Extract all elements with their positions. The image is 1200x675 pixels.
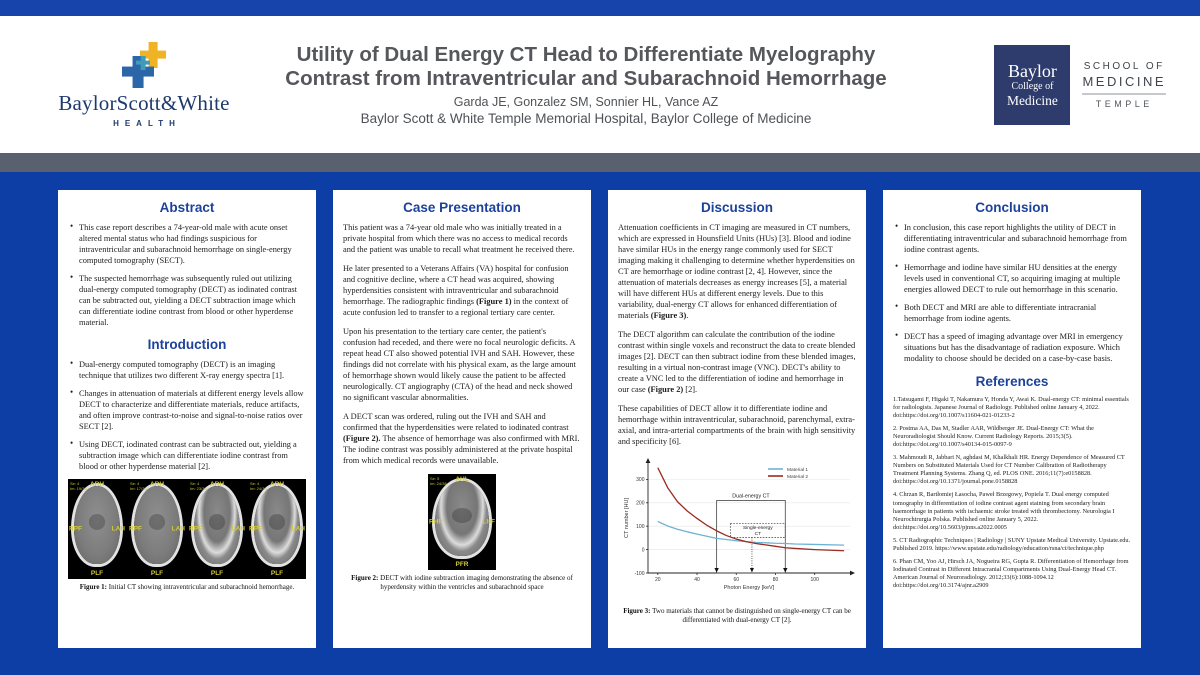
ct-series-label: Se: 4 Im: 24/33 [250, 481, 267, 491]
introduction-heading: Introduction [147, 337, 227, 352]
bullet-item: • The suspected hemorrhage was subsequently ruled out utilizing dual-energy computed tomography (DECT) as iodinated contrast can be subtracted out, yielding a DECT subtraction image which can differentiate iodine contrast from blood or other hyperdense material. [68, 273, 306, 328]
som-line2: MEDICINE [1082, 73, 1166, 89]
title-block [254, 43, 918, 126]
som-divider [1082, 93, 1166, 95]
svg-text:0: 0 [641, 547, 645, 554]
som-line1: SCHOOL OF [1083, 60, 1165, 72]
figure1-ct-strip [68, 479, 306, 579]
ct-orientation-label: PLF [210, 570, 224, 577]
bcm-logo-line3: Medicine [1006, 92, 1058, 108]
bcm-logo-line2: College of [1011, 81, 1054, 93]
poster-body [0, 172, 1200, 675]
ct-orientation-label: RHP [429, 518, 443, 526]
reference-item: 4. Chrzan R, Bartłomiej Łasocha, Paweł Brzegowy, Popiela T. Dual energy computed tomography in differentiation of iodine contrast agent staining from secondary brain haemorrhage in patients with ischaemic stroke treated with thrombectomy. Neurologia I Neurochirurgia Polska. Published online January 5, 2022. doi:https://doi.org/10.5603/pjnns.a2022.0005 [893, 491, 1115, 531]
bullet-item: • DECT has a speed of imaging advantage over MRI in emergency situations but has the disadvantage of radiation exposure. Which modality to choose should be decided on a case-by-case basis. [893, 331, 1131, 364]
figure2-ct-wrap [343, 474, 581, 570]
bullet-item: • Using DECT, iodinated contrast can be subtracted out, yielding a subtraction image which can differentiate iodine contrast from blood or other hyperdense material [2]. [68, 439, 306, 472]
bsw-wordmark: BaylorScott&White [58, 90, 230, 115]
poster-title-line1: Utility of Dual Energy CT Head to Differentiate Myelography [296, 42, 876, 66]
ct-orientation-label: PLF [270, 570, 284, 577]
card-conclusion-references [883, 190, 1141, 648]
ct-orientation-label: ARH [89, 481, 105, 488]
reference-item: 1.Tatsugami F, Higaki T, Nakamura Y, Honda Y, Awai K. Dual-energy CT: minimal essentials for radiologists. Japanese Journal of Radiology. Published online January 4, 2022. doi:https://doi.org/10.1007/s11604-021-01233-2 [893, 396, 1129, 420]
bsw-cross-icon [118, 42, 170, 88]
right-logos [918, 45, 1166, 125]
paragraph: Attenuation coefficients in CT imaging are measured in CT numbers, which are expressed in Hounsfield Units (HUs) [3]. Blood and iodine have similar HUs in the energy range commonly used for SECT imaging making it challenging to determine whether hyperdensities on CT are hemorrhage or iodine contrast [2, 4]. However, since the attenuation of materials decreases as energy increases [5], a material will have different HUs at different energy levels. Due to this variability, dual-energy CT allows for enhanced differentiation of materials (Figure 3). [618, 223, 855, 320]
svg-text:-100: -100 [634, 570, 645, 577]
ct-orientation-label: ARH [149, 481, 165, 488]
svg-text:100: 100 [810, 577, 819, 583]
svg-text:20: 20 [655, 577, 661, 583]
svg-text:40: 40 [694, 577, 700, 583]
ct-slice-4 [248, 479, 306, 579]
ct-series-label: Se: 4 Im: 17/33 [130, 481, 147, 491]
ct-orientation-label: LAH [231, 525, 245, 533]
paragraph: This patient was a 74-year old male who was initially treated in a private hospital from which there was no access to medical records and the patient was unable to recall what treatment he received there. [343, 223, 575, 254]
bsw-teal-cross-icon [136, 56, 150, 70]
paragraph: Upon his presentation to the tertiary care center, the patient's confusion had receded, and there were no focal neurologic deficits. A repeat head CT also showed potential IVH and SAH. However, these findings did not correlate with his physical exam, as the large amount of hemorrhage shown would likely cause the patient to be affected neurologically. CT angiography (CTA) of the head and neck showed no significant vascular abnormalities. [343, 327, 576, 402]
conclusion-heading: Conclusion [975, 200, 1049, 215]
figure2-caption: Figure 2: DECT with iodine subtraction imaging demonstrating the absence of hyperdensity within the ventricles and subarachnoid space [351, 574, 573, 591]
card-discussion [608, 190, 866, 648]
bsw-health-logo [34, 42, 254, 128]
svg-text:Single-energy: Single-energy [743, 525, 773, 531]
ct-slice-2 [128, 479, 186, 579]
svg-text:Material 2: Material 2 [787, 474, 809, 480]
svg-text:Material 1: Material 1 [787, 467, 809, 473]
abstract-heading: Abstract [159, 200, 215, 215]
bsw-health-subline: HEALTH [113, 118, 181, 128]
ct-series-label: Se: 4 Im: 23/33 [190, 481, 207, 491]
som-line3: TEMPLE [1095, 98, 1153, 109]
paragraph: These capabilities of DECT allow it to differentiate iodine and hemorrhage within intraventricular, subarachnoid, parenchymal, extra-axial, and intra-arterial compartments of the brain with high sensitivity and specificity [6]. [618, 404, 856, 446]
svg-text:Dual-energy CT: Dual-energy CT [732, 493, 770, 500]
ct-orientation-label: RPF [189, 525, 202, 533]
slate-divider-bar [0, 153, 1200, 172]
card-case-presentation [333, 190, 591, 648]
ct-orientation-label: AHL [455, 476, 469, 483]
school-of-medicine-logo [1082, 61, 1166, 109]
affiliation-line: Baylor Scott & White Temple Memorial Hospital, Baylor College of Medicine [360, 111, 812, 127]
bcm-logo [994, 45, 1070, 125]
ct-orientation-label: LHF [482, 518, 495, 526]
paragraph: The DECT algorithm can calculate the contribution of the iodine contrast within single voxels and reconstruct the data to create blended images [2]. DECT can then subtract iodine from these blended images, resulting in a virtual non-contrast image (VNC). DECT's ability to create a VNC led to the differentiation of iodine and hemorrhage in our case (Figure 2) [2]. [618, 330, 856, 394]
poster-title-line2: Contrast from Intraventricular and Subarachnoid Hemorrhage [285, 67, 887, 90]
ct-orientation-label: RPF [69, 525, 82, 533]
ct-orientation-label: ARH [209, 481, 225, 488]
svg-text:CT number [HU]: CT number [HU] [624, 498, 630, 538]
ct-orientation-label: LAH [171, 525, 185, 533]
ct-slice-1 [68, 479, 126, 579]
paragraph: A DECT scan was ordered, ruling out the IVH and SAH and confirmed that the hyperdensities were related to iodinated contrast (Figure 2). The absence of hemorrhage was also confirmed with MRI. The iodine contrast was possibly administered at the private hospital from which medical records were unavailable. [343, 412, 580, 465]
reference-item: 3. Mahmoudi R, Jabbari N, aghdasi M, Khalkhali HR. Energy Dependence of Measured CT Numbers on Substituted Materials Used for CT Number Calibration of Radiotherapy Treatment Planning Systems. Zhang Q, ed. PLOS ONE. 2016;11(7):e0158828. doi:https://doi.org/10.1371/journal.pone.0158828 [893, 454, 1125, 486]
case-presentation-heading: Case Presentation [403, 200, 521, 215]
figure3-caption: Figure 3: Two materials that cannot be distinguished on single-energy CT can be differentiated with dual-energy CT [2]. [623, 607, 851, 624]
ct-orientation-label: LAH [291, 525, 305, 533]
reference-item: 2. Postma AA, Das M, Stadler AAR, Wildberger JE. Dual-Energy CT: What the Neuroradiologist Should Know. Current Radiology Reports. 2015;3(5). doi:https://doi.org/10.1007/s40134-015-0097-9 [893, 425, 1094, 449]
discussion-heading: Discussion [700, 200, 774, 215]
poster-title [262, 43, 910, 91]
authors-line: Garda JE, Gonzalez SM, Sonnier HL, Vance AZ [453, 95, 719, 110]
svg-text:200: 200 [636, 500, 645, 507]
bullet-item: • This case report describes a 74-year-old male with acute onset altered mental status who had findings suspicious for intraventricular and subarachnoid hemorrhage on single-energy computed tomography (SECT). [68, 222, 306, 266]
ct-orientation-label: PFR [455, 561, 469, 568]
bullet-item: • In conclusion, this case report highlights the utility of DECT in differentiating intraventricular and subarachnoid hemorrhage from iodine contrast agents. [893, 222, 1131, 255]
reference-item: 6. Phan CM, Yoo AJ, Hirsch JA, Nogueira RG, Gupta R. Differentiation of Hemorrhage from Iodinated Contrast in Different Intracranial Compartments Using Dual-Energy Head CT. American Journal of Neuroradiology. 2012;33(6):1088-1094.12 doi:https://doi.org/10.3174/ajnr.a2909 [893, 557, 1129, 589]
bullet-item: • Changes in attenuation of materials at different energy levels allow DECT to characterize and differentiate materials, reduce artifacts, and often improve contrast-to-noise and signal-to-noise ratios over SECT [2]. [68, 388, 306, 432]
svg-text:80: 80 [772, 577, 779, 583]
bullet-item: • Both DECT and MRI are able to differentiate intracranial hemorrhage from iodine agents. [893, 302, 1131, 324]
paragraph: He later presented to a Veterans Affairs (VA) hospital for confusion and cognitive decline, where a CT head was acquired, showing hyperdensities consistent with intraventricular and subarachnoid hemorrhage. The radiographic findings (Figure 1) in the context of acute confusion led to transfer to a regional tertiary care center. [343, 264, 569, 317]
ct-orientation-label: PLF [90, 570, 104, 577]
svg-text:100: 100 [636, 523, 645, 530]
ct-orientation-label: ARH [269, 481, 285, 488]
ct-orientation-label: LAH [111, 525, 125, 533]
ct-slice-dect [428, 474, 496, 570]
svg-text:CT: CT [754, 531, 762, 537]
reference-item: 5. CT Radiographic Techniques | Radiology | SUNY Upstate Medical University. Upstate.edu. Published 2019. https://www.upstate.edu/radiology/education/rsna/ct/technique.php [893, 536, 1131, 552]
ct-series-label: Se: 5 Im: 24/38 [430, 476, 447, 486]
svg-text:60: 60 [733, 577, 740, 583]
figure3-chart-wrap [618, 455, 856, 603]
figure1-caption: Figure 1: Initial CT showing intraventricular and subarachnoid hemorrhage. [79, 583, 295, 591]
bullet-item: • Hemorrhage and iodine have similar HU densities at the energy levels used in conventional CT, so acquiring imaging at multiple energies allowed DECT to rule out hemorrhage in this scenario. [893, 262, 1131, 295]
bullet-item: • Dual-energy computed tomography (DECT) is an imaging technique that utilizes two different X-ray energy spectra [1]. [68, 359, 306, 381]
ct-series-label: Se: 4 Im: 19/33 [70, 481, 87, 491]
ct-slice-3 [188, 479, 246, 579]
figure3-chart [618, 455, 856, 603]
poster-header [0, 16, 1200, 153]
references-heading: References [975, 374, 1049, 389]
ct-orientation-label: PLF [150, 570, 164, 577]
top-blue-bar [0, 0, 1200, 16]
bcm-logo-line1: Baylor [1007, 60, 1057, 81]
svg-text:Photon Energy [keV]: Photon Energy [keV] [723, 585, 775, 591]
ct-orientation-label: RPF [129, 525, 142, 533]
ct-orientation-label: RPF [249, 525, 262, 533]
ct-brain-image [435, 481, 488, 556]
card-abstract-introduction [58, 190, 316, 648]
svg-text:300: 300 [636, 477, 645, 484]
